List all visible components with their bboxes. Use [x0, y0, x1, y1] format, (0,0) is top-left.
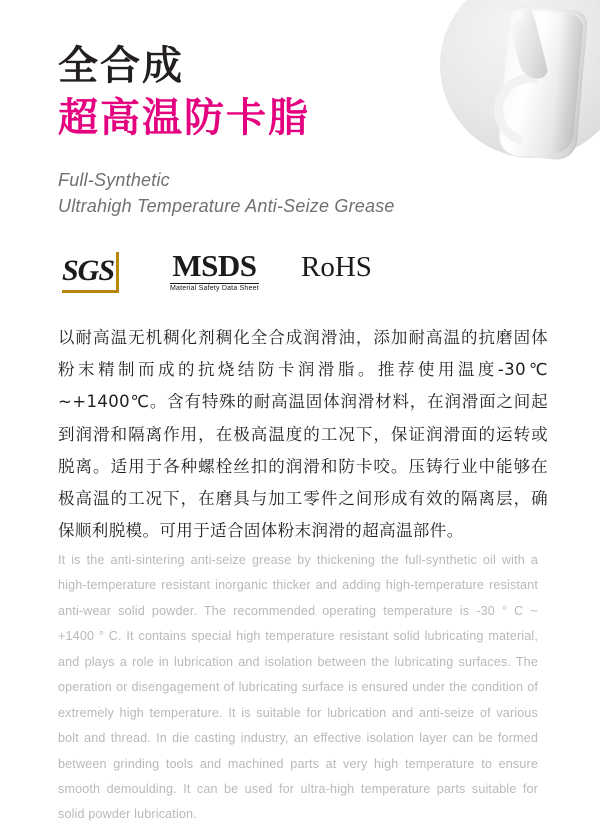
subtitle-line-2: Ultrahigh Temperature Anti-Seize Grease: [58, 195, 395, 216]
msds-logo-text: MSDS: [172, 248, 257, 283]
rohs-logo: RoHS: [301, 251, 372, 283]
page-title-chinese-secondary: 超高温防卡脂: [58, 94, 310, 141]
description-english: It is the anti-sintering anti-seize grease by thickening the full-synthetic oil with a high-temperature resistant inorganic thicker and adding high-temperature resistant anti-wear solid powder. The recommended operating temperature is -30 ° C ~ +1400 ° C. It contains special high temperature resistant solid lubricating material, and plays a role in lubrication and isolation between the lubricating surfaces. The operation or disengagement of lubricating surface is ensured under the condition of extremely high temperature. It is suitable for lubrication and anti-seize of various bolt and thread. In die casting industry, an effective isolation layer can be formed between grinding tools and machined parts at very high temperature to ensure smooth demoulding. It can be used for ultra-high temperature parts suitable for solid powder lubrication.: [58, 553, 538, 822]
subtitle-line-1: Full-Synthetic: [58, 169, 170, 190]
page-subtitle-english: [58, 167, 478, 219]
description-chinese: 以耐高温无机稠化剂稠化全合成润滑油，添加耐高温的抗磨固体粉末精制而成的抗烧结防卡润滑脂。推荐使用温度-30℃ ~+1400℃。含有特殊的耐高温固体润滑材料，在润滑面之间起到润滑和隔离作用，在极高温度的工况下，保证润滑面的运转或脱离。适用于各种螺栓丝扣的润滑和防卡咬。压铸行业中能够在极高温的工况下，在磨具与加工零件之间形成有效的隔离层，确保顺利脱模。可用于适合固体粉末润滑的超高温部件。: [58, 328, 548, 541]
sgs-logo: SGS: [62, 252, 119, 293]
certification-logos: [62, 250, 402, 302]
msds-logo: [170, 250, 259, 292]
msds-logo-subtext: Material Safety Data Sheet: [170, 285, 259, 292]
page-title-chinese-primary: 全合成: [58, 43, 184, 89]
heading-block: [58, 44, 478, 219]
